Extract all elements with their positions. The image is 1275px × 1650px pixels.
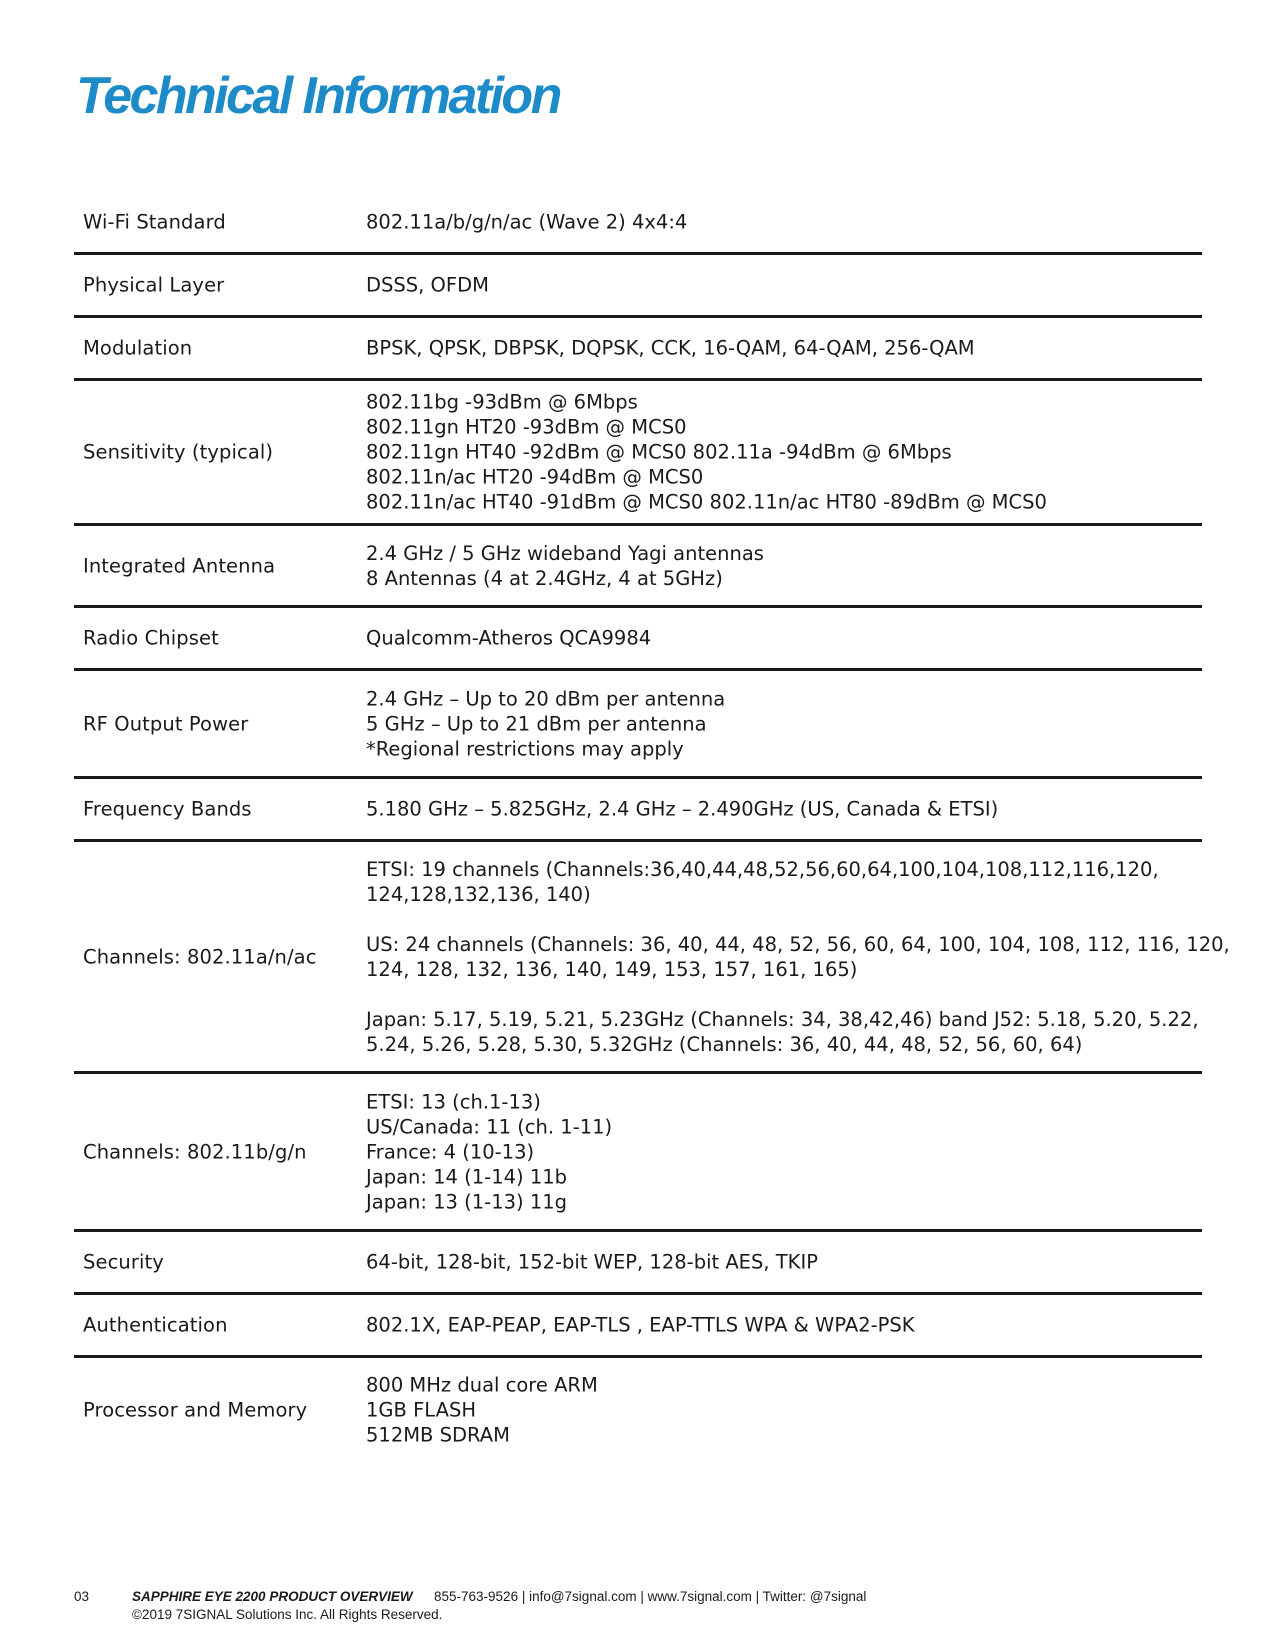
spec-value-line: 802.11n/ac HT40 -91dBm @ MCS0 802.11n/ac HT80 -89dBm @ MCS0 — [366, 490, 1047, 514]
spec-row-modulation — [74, 318, 1202, 381]
spec-row-authentication — [74, 1295, 1202, 1358]
spec-row-rf-output-power — [74, 671, 1202, 779]
contact-info: 855-763-9526 | info@7signal.com | www.7signal.com | Twitter: @7signal — [434, 1589, 867, 1604]
spec-value-line: *Regional restrictions may apply — [366, 737, 684, 760]
spec-value-line: 5.180 GHz – 5.825GHz, 2.4 GHz – 2.490GHz (US, Canada & ETSI) — [366, 797, 999, 821]
spec-value-line: 512MB SDRAM — [366, 1423, 510, 1446]
spec-label: Physical Layer — [83, 273, 225, 297]
spec-label: Radio Chipset — [83, 626, 219, 650]
spec-value — [366, 1089, 1196, 1214]
page-number: 03 — [74, 1589, 90, 1604]
spec-row-integrated-antenna — [74, 526, 1202, 608]
spec-value-line: Japan: 13 (1-13) 11g — [366, 1190, 568, 1213]
spec-value-line: US/Canada: 11 (ch. 1-11) — [366, 1115, 613, 1138]
spec-value — [366, 1313, 1196, 1338]
spec-label: Modulation — [83, 336, 193, 360]
spec-row-channels-a-n-ac — [74, 842, 1230, 1074]
spec-label: Channels: 802.11a/n/ac — [83, 945, 317, 968]
spec-value-line: 802.11gn HT40 -92dBm @ MCS0 802.11a -94dBm @ 6Mbps — [366, 440, 952, 464]
page-footer — [74, 1588, 867, 1624]
spec-value-line: Japan: 5.17, 5.19, 5.21, 5.23GHz (Channels: 34, 38,42,46) band J52: 5.18, 5.20, 5.22, — [366, 1007, 1199, 1031]
spec-value-line: 802.11n/ac HT20 -94dBm @ MCS0 — [366, 465, 704, 489]
spec-value — [366, 336, 1196, 361]
spec-value-line: 2.4 GHz / 5 GHz wideband Yagi antennas — [366, 541, 764, 565]
spec-label: Authentication — [83, 1313, 228, 1337]
spec-value-line: US: 24 channels (Channels: 36, 40, 44, 48, 52, 56, 60, 64, 100, 104, 108, 112, 116, 120, — [366, 932, 1230, 956]
spec-label: Frequency Bands — [83, 797, 252, 821]
spec-label: Integrated Antenna — [83, 554, 276, 577]
spec-row-wifi-standard — [74, 192, 1202, 255]
spec-value — [366, 390, 1196, 515]
spec-value — [366, 210, 1196, 235]
spec-table — [74, 192, 1230, 1461]
spec-row-sensitivity — [74, 381, 1202, 526]
page-title: Technical Information — [76, 67, 560, 125]
copyright: ©2019 7SIGNAL Solutions Inc. All Rights Reserved. — [132, 1607, 443, 1622]
spec-value-line: 124,128,132,136, 140) — [366, 882, 591, 906]
spec-label: Security — [83, 1250, 164, 1274]
spec-value-line: 802.11a/b/g/n/ac (Wave 2) 4x4:4 — [366, 210, 688, 234]
spec-value-line: Japan: 14 (1-14) 11b — [366, 1165, 568, 1188]
spec-value-line: 64-bit, 128-bit, 152-bit WEP, 128-bit AES, TKIP — [366, 1250, 818, 1274]
spec-value — [366, 797, 1196, 822]
spec-value-line: 802.11gn HT20 -93dBm @ MCS0 — [366, 415, 687, 439]
spec-value-line: France: 4 (10-13) — [366, 1140, 535, 1163]
spec-row-channels-b-g-n — [74, 1074, 1202, 1232]
spec-value — [366, 686, 1196, 761]
spec-label: Wi-Fi Standard — [83, 210, 226, 234]
spec-value — [366, 1372, 1196, 1447]
spec-value-line: DSSS, OFDM — [366, 273, 489, 297]
spec-value — [366, 273, 1196, 298]
spec-value-line: 802.1X, EAP-PEAP, EAP-TLS , EAP-TTLS WPA & WPA2-PSK — [366, 1313, 915, 1337]
spec-value-line: 8 Antennas (4 at 2.4GHz, 4 at 5GHz) — [366, 566, 723, 590]
spec-value-line: 1GB FLASH — [366, 1398, 477, 1421]
spec-label: Channels: 802.11b/g/n — [83, 1140, 307, 1163]
spec-label: Processor and Memory — [83, 1398, 308, 1421]
spec-value — [366, 541, 1196, 591]
spec-row-security — [74, 1232, 1202, 1295]
spec-row-radio-chipset — [74, 608, 1202, 671]
document-title: SAPPHIRE EYE 2200 PRODUCT OVERVIEW — [132, 1589, 413, 1604]
spec-value — [366, 626, 1196, 651]
spec-value-line: ETSI: 19 channels (Channels:36,40,44,48,52,56,60,64,100,104,108,112,116,120, — [366, 857, 1159, 881]
spec-value-line: ETSI: 13 (ch.1-13) — [366, 1090, 541, 1113]
spec-value — [366, 1250, 1196, 1275]
value-gap — [366, 982, 1196, 1007]
spec-label: Sensitivity (typical) — [83, 440, 274, 464]
spec-value-line: 802.11bg -93dBm @ 6Mbps — [366, 390, 638, 414]
spec-row-frequency-bands — [74, 779, 1202, 842]
spec-value — [366, 857, 1230, 1057]
value-gap — [366, 907, 1196, 932]
spec-value-line: 800 MHz dual core ARM — [366, 1373, 598, 1396]
spec-label: RF Output Power — [83, 712, 249, 735]
spec-value-line: 5 GHz – Up to 21 dBm per antenna — [366, 712, 707, 735]
spec-row-processor-memory — [74, 1358, 1202, 1461]
spec-value-line: 2.4 GHz – Up to 20 dBm per antenna — [366, 687, 726, 710]
spec-value-line: BPSK, QPSK, DBPSK, DQPSK, CCK, 16-QAM, 64-QAM, 256-QAM — [366, 336, 975, 360]
spec-value-line: Qualcomm-Atheros QCA9984 — [366, 626, 652, 650]
spec-value-line: 5.24, 5.26, 5.28, 5.30, 5.32GHz (Channels: 36, 40, 44, 48, 52, 56, 60, 64) — [366, 1032, 1083, 1056]
spec-value-line: 124, 128, 132, 136, 140, 149, 153, 157, 161, 165) — [366, 957, 858, 981]
spec-row-physical-layer — [74, 255, 1202, 318]
